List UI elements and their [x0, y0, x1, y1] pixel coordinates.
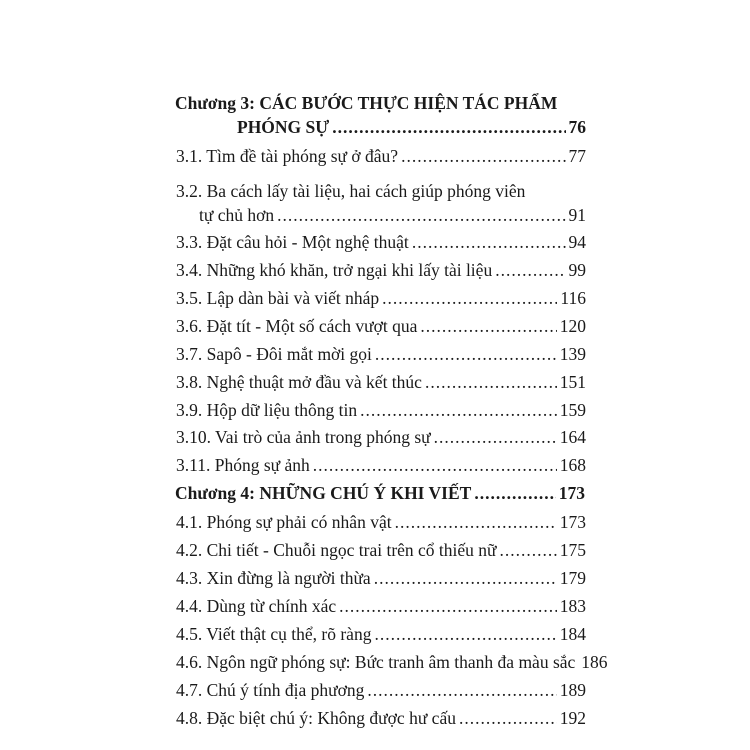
dot-leader — [374, 567, 557, 589]
dot-leader — [500, 539, 557, 561]
toc-entry-label: 3.10. Vai trò của ảnh trong phóng sự — [176, 427, 431, 447]
toc-entry-label: 4.1. Phóng sự phải có nhân vật — [176, 512, 392, 532]
dot-leader — [425, 371, 557, 393]
dot-leader — [434, 426, 557, 448]
dot-leader — [277, 204, 565, 226]
toc-page-number: 173 — [558, 483, 585, 503]
toc-entry-row — [176, 454, 586, 476]
toc-entry-row — [176, 287, 586, 309]
toc-entry-row — [176, 231, 586, 253]
dot-leader — [375, 343, 557, 365]
toc-page-number: 186 — [581, 652, 608, 672]
toc-entry-row — [176, 399, 586, 421]
dot-leader — [367, 679, 556, 701]
dot-leader — [495, 259, 565, 281]
dot-leader — [459, 707, 557, 729]
toc-entry-title: 3.2. Ba cách lấy tài liệu, hai cách giúp phóng viên — [176, 181, 526, 201]
dot-leader — [382, 287, 557, 309]
toc-entry-row — [199, 204, 586, 226]
toc-entry-label: Chương 4: NHỮNG CHÚ Ý KHI VIẾT — [175, 483, 472, 503]
toc-entry-row — [176, 623, 586, 645]
toc-page-number: 179 — [559, 568, 586, 588]
toc-entry-label: 3.1. Tìm đề tài phóng sự ở đâu? — [176, 146, 399, 166]
dot-leader — [313, 454, 557, 476]
toc-entry-label: 3.4. Những khó khăn, trở ngại khi lấy tài liệu — [176, 260, 493, 280]
toc-entry-row — [176, 707, 586, 729]
toc-entry-row — [176, 539, 586, 561]
toc-page-number: 173 — [559, 512, 586, 532]
toc-entry-row — [176, 371, 586, 393]
toc-entry-label: 4.6. Ngôn ngữ phóng sự: Bức tranh âm thanh đa màu sắc — [176, 652, 576, 672]
toc-entry-label: PHÓNG SỰ — [237, 117, 330, 137]
dot-leader — [339, 595, 557, 617]
toc-entry-label: 4.7. Chú ý tính địa phương — [176, 680, 365, 700]
toc-page-number: 139 — [559, 344, 586, 364]
toc-entry-row — [176, 426, 586, 448]
toc-page-number: 91 — [568, 205, 586, 225]
dot-leader — [395, 511, 557, 533]
dot-leader — [332, 116, 565, 138]
toc-entry-label: 3.6. Đặt tít - Một số cách vượt qua — [176, 316, 418, 336]
dot-leader — [374, 623, 556, 645]
toc-page-number: 189 — [559, 680, 586, 700]
toc-entry-row — [176, 651, 608, 673]
toc-chapter-row — [175, 482, 585, 504]
toc-entry-title: Chương 3: CÁC BƯỚC THỰC HIỆN TÁC PHẨM — [175, 93, 558, 113]
toc-chapter-row — [237, 116, 586, 138]
toc-entry-row — [176, 315, 586, 337]
toc-entry-row — [176, 145, 586, 167]
toc-entry-row — [176, 567, 586, 589]
toc-page-number: 184 — [559, 624, 586, 644]
toc-entry-row — [176, 595, 586, 617]
dot-leader — [474, 482, 555, 504]
dot-leader — [401, 145, 565, 167]
toc-entry-label: 3.7. Sapô - Đôi mắt mời gọi — [176, 344, 372, 364]
toc-entry-label: 3.3. Đặt câu hỏi - Một nghệ thuật — [176, 232, 409, 252]
toc-entry-label: 3.11. Phóng sự ảnh — [176, 455, 310, 475]
toc-entry-row — [176, 511, 586, 533]
toc-entry-label: 4.3. Xin đừng là người thừa — [176, 568, 371, 588]
toc-page-number: 164 — [559, 427, 586, 447]
toc-entry-label: tự chủ hơn — [199, 205, 275, 225]
toc-page-number: 192 — [559, 708, 586, 728]
toc-entry-label: 4.8. Đặc biệt chú ý: Không được hư cấu — [176, 708, 456, 728]
toc-page-number: 76 — [568, 117, 586, 137]
toc-entry-label: 4.4. Dùng từ chính xác — [176, 596, 337, 616]
toc-page-number: 120 — [559, 316, 586, 336]
toc-page-number: 168 — [559, 455, 586, 475]
dot-leader — [412, 231, 566, 253]
toc-page-number: 175 — [559, 540, 586, 560]
toc-entry-row — [176, 343, 586, 365]
toc-page-number: 77 — [568, 146, 586, 166]
toc-page-number: 183 — [559, 596, 586, 616]
toc-entry-label: 3.5. Lập dàn bài và viết nháp — [176, 288, 380, 308]
toc-page-number: 151 — [559, 372, 586, 392]
toc-page-number: 159 — [559, 400, 586, 420]
dot-leader — [420, 315, 556, 337]
dot-leader — [360, 399, 557, 421]
toc-entry-label: 3.8. Nghệ thuật mở đầu và kết thúc — [176, 372, 422, 392]
toc-entry-label: 4.5. Viết thật cụ thể, rõ ràng — [176, 624, 372, 644]
toc-page-number: 99 — [568, 260, 586, 280]
toc-entry-row — [176, 259, 586, 281]
toc-entry-label: 3.9. Hộp dữ liệu thông tin — [176, 400, 358, 420]
toc-page-number: 116 — [560, 288, 586, 308]
toc-entry-label: 4.2. Chi tiết - Chuỗi ngọc trai trên cổ thiếu nữ — [176, 540, 497, 560]
toc-entry-row — [176, 679, 586, 701]
toc-page-number: 94 — [568, 232, 586, 252]
